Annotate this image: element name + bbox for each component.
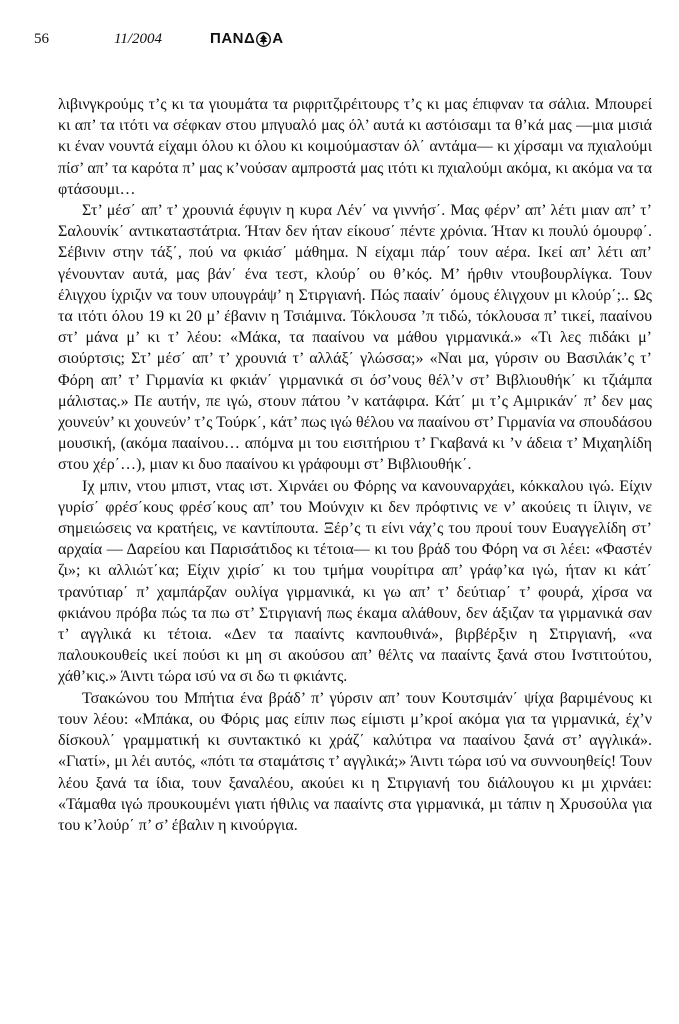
- tree-in-circle-icon: [256, 32, 271, 47]
- page-number: 56: [34, 31, 49, 47]
- paragraph-1: λιβινγκρούμς τ’ς κι τα γιουμάτα τα ριφριτζιρέιτουρς τ’ς κι μας έπιφναν τα σάλια. Μπουρεί κι απ’ τα ιτότι να σέφκαν στου μπγυαλό μας όλ’ αυτά κι αστόισαμι τα θ’κά μας —μια μισιά κι έναν νουντά είχαμι όλου κι όλου κι κοιμούμασταν όλ΄ αντάμα— κι χίρσαμι να πχιαλούμι πίσ’ απ’ τα καρότα π’ μας κ’νούσαν αμπροστά μας ιτότι κι πχιαλούμι ακόμα, κι ακόμα να τα φτάσουμι…: [58, 96, 652, 198]
- page-header: [34, 28, 654, 50]
- magazine-logo: [210, 28, 284, 50]
- paragraph-3: Iχ μπιν, ντου μπιστ, ντας ιστ. Χιρνάει ου Φόρης να κανουναρχάει, κόκκαλου ιγώ. Είχιν γυρίσ΄ φρέσ΄κους φρέσ΄κους απ’ του Μούνχιν κι δεν πρόφτινις νε ν’ ακούεις τι ίλιγιν, νε σημειώσεις να κρατήεις, νε καντίπουτα. Ξέρ’ς τι είνι νάχ’ς του προυί τουν Ευαγγελίδη στ’ αρχαία — Δαρείου και Παρισάτιδος κι τέτοια— κι του βράδ του Φόρη να σι λέει: «Φαστέν ζι»; κι αλλιώτ΄κα; Είχιν χιρίσ΄ κι του τμήμα νουρίτιρα απ’ γράφ’κα ιγώ, ήταν κι κάτ΄ τρανύτιαρ΄ π’ χαμπάρζαν ουλίγα γιρμανικά, κι γω απ’ τ’ δεύτιαρ΄ τ’ φουρά, χίρσα να φκιάνου πρόβα πώς τα πω στ’ Στιργιανή πως έκαμα αλάθουν, δεν άξιζαν τα γιρμανικά σαν τ’ αγγλικά κι τέτοια. «Δεν τα πααίντς κανπουθινά», βιρβέρξιν η Στιργιανή, «να παλουκουθείς ικεί πούσι κι μη σι ακούσου απ’ θέλτς να πααίντς ξανά στου Ινστιτούτου, χάθ’κις.» Άιντι τώρα ισύ να σι δω τι φκιάντς.: [58, 477, 652, 686]
- magazine-name-prefix: ΠΑΝΔ: [210, 30, 256, 47]
- article-body: [58, 94, 652, 836]
- paragraph-2: Στ’ μέσ΄ απ’ τ’ χρουνιά έφυγιν η κυρα Λέν΄ να γιννήσ΄. Μας φέρν’ απ’ λέτι μιαν απ’ τ’ Σαλουνίκ΄ αντικαταστάτρια. Ήταν δεν ήταν είκουσ΄ πέντε χρόνια. Ήταν κι πουλύ όμουρφ΄. Σέβινιν στην τάξ΄, πού να φκιάσ΄ μάθημα. Ν είχαμι πάρ΄ τουν αέρα. Ικεί απ’ λέτι απ’ γένουνταν αυτά, μας βάν΄ ένα τεστ, κλούρ΄ ου θ’κός. Μ’ ήρθιν ντουβουρλίγκα. Τουν έλιγχου ίχριζιν να τουν υπουγράψ’ η Στιργιανή. Πώς πααίν΄ όμους έλιγχουν μι κλούρ΄;.. Ως τα ιτότι όλου 19 κι 20 μ’ έβανιν η Τσιάμινα. Τόκλουσα ’π τιδώ, τόκλουσα π’ τικεί, πααίνου στ’ μάνα μ’ κι τ’ λέου: «Μάκα, τα πααίνου να μάθου γιρμανικά.» «Τι λες πιδάκι μ’ σιούρτσις; Στ’ μέσ΄ απ’ τ’ χρουνιά τ’ αλλάξ΄ γλώσσα;» «Ναι μα, γύρσιν ου Βασιλάκ’ς τ’ Φόρη απ’ τ’ Γιρμανία κι φκιάν΄ γιρμανικά σι όσ’νους θέλ’ν στ’ Βιβλιουθήκ΄ κι τζιάμπα μάλιστας.» Πε αυτήν, πε ιγώ, στουν πάτου ’ν κατάφιρα. Κάτ΄ μι τ’ς Αμιρικάν΄ π’ δεν μας χουνεύν’ κι χουνεύν’ τ’ς Τούρκ΄, κάτ’ πως ιγώ θέλου να πααίνου στ’ Γιρμανία να σπουδάσου μουσική, (ακόμα πααίνου… απόμνα μι του εισιτήριου τ’ Γκαβανά κι ’ν άδεια τ’ Μιχαηλίδη στου χέρ΄…), μιαν κι δυο πααίνου κι γράφουμι στ’ Βιβλιουθήκ΄.: [58, 202, 652, 474]
- issue-date: 11/2004: [114, 31, 163, 47]
- magazine-name-suffix: Α: [272, 30, 284, 47]
- paragraph-4: Τσακώνου του Μπήτια ένα βράδ’ π’ γύρσιν απ’ τουν Κουτσιμάν΄ ψίχα βαριμένους κι τουν λέου: «Μπάκα, ου Φόρις μας είπιν πως είμιστι μ’κροί ακόμα για τα γιρμανικά, έχ’ν δίσκουλ΄ γραμματική κι συντακτικό κι χράζ΄ καλύτιρα να πααίνου ξανά στ’ αγγλικά». «Γιατί», μι λέι αυτός, «πότι τα σταμάτσις τ’ αγγλικά;» Άιντι τώρα ισύ να συννουηθείς! Τουν λέου ξανά τα ίδια, τουν ξαναλέου, ακούει κι η Στιργιανή του διάλουγου κι μι χιρνάει: «Τάμαθα ιγώ προυκουμένι γιατι ήθιλις να πααίντς στα γιρμανικά, μι τάπιν η Χρυσούλα για του κ’λούρ΄ π’ σ’ έβαλιν η κινούργια.: [58, 689, 652, 834]
